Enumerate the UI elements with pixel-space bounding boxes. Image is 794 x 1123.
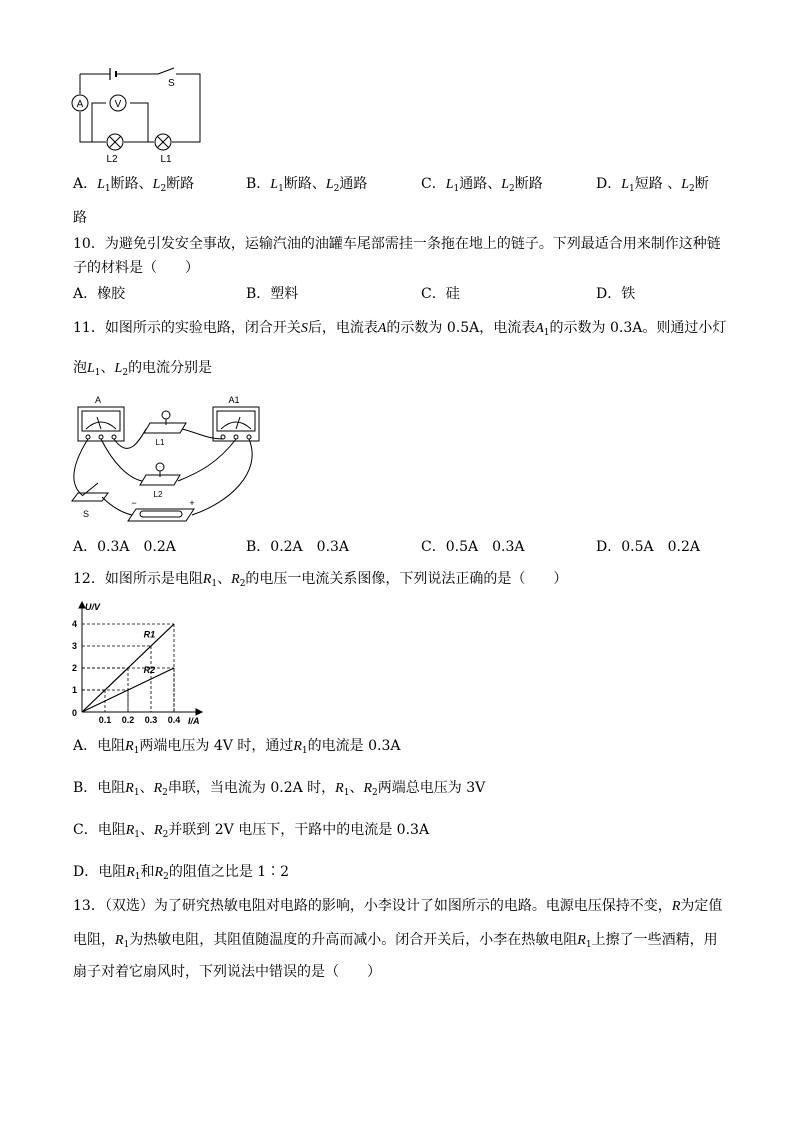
q9-label-lamp1: L1: [160, 154, 172, 165]
q12-option-c[interactable]: C．电阻$R_1$、$R_2$并联到 2V 电压下，干路中的电流是 0.3A: [73, 822, 430, 840]
q12-option-d[interactable]: D．电阻$R_1$和$R_2$的阻值之比是 1∶2: [73, 864, 290, 882]
y-tick-label: 2: [71, 663, 77, 673]
q11-stem-line1: 11．如图所示的实验电路，闭合开关S后，电流表A的示数为 0.5A，电流表$A_1$的示数为 0.3A。则通过小灯: [73, 320, 727, 338]
q12-stem: 12．如图所示是电阻$R_1$、$R_2$的电压一电流关系图像，下列说法正确的是（ ）: [73, 571, 568, 589]
y-tick-label: 1: [71, 685, 77, 695]
q11-label-ammeter1: A1: [228, 395, 240, 405]
x-tick-label: 0.3: [144, 715, 158, 725]
q10-option-a[interactable]: A．橡胶: [73, 286, 126, 302]
q9-option-c[interactable]: C．$L_1$通路、$L_2$断路: [421, 176, 543, 194]
q11-label-plus: +: [189, 498, 195, 508]
q9-option-b[interactable]: B．$L_1$断路、$L_2$通路: [246, 176, 368, 194]
q9-label-voltmeter: V: [114, 99, 122, 110]
q11-stem-line2: 泡$L_1$、$L_2$的电流分别是: [73, 360, 213, 378]
q13-stem-line3: 扇子对着它扇风时，下列说法中错误的是（ ）: [73, 964, 381, 980]
q13-stem-line2: 电阻，$R_1$为热敏电阻，其阻值随温度的升高而减小。闭合开关后，小李在热敏电阻$R_1$上擦了一些酒精，用: [73, 932, 718, 950]
q10-stem-line1: 10．为避免引发安全事故，运输汽油的油罐车尾部需挂一条拖在地上的链子。下列最适合用来制作这种链: [73, 236, 721, 252]
q11-option-c[interactable]: C．0.5A 0.3A: [421, 539, 525, 555]
q11-label-ammeter: A: [94, 395, 102, 405]
q9-label-ammeter: A: [76, 99, 84, 110]
q13-stem-line1: 13．（双选）为了研究热敏电阻对电路的影响，小李设计了如图所示的电路。电源电压保持不变，R为定值: [73, 898, 723, 914]
x-tick-label: 0.1: [98, 715, 112, 725]
q9-circuit-figure: [68, 60, 208, 165]
q10-stem-line2: 子的材料是（ ）: [73, 260, 199, 276]
q9-option-d-wrap: 路: [73, 210, 87, 226]
q11-label-minus: −: [131, 498, 137, 508]
q12-ui-chart: [68, 600, 208, 728]
q12-option-a[interactable]: A．电阻$R_1$两端电压为 4V 时，通过$R_1$的电流是 0.3A: [73, 738, 401, 756]
q9-option-a[interactable]: A．$L_1$断路、$L_2$断路: [73, 176, 195, 194]
q11-label-lamp1: L1: [155, 438, 165, 447]
q11-option-b[interactable]: B．0.2A 0.3A: [246, 539, 350, 555]
q11-label-switch: S: [82, 509, 90, 519]
x-tick-label: 0.4: [167, 715, 181, 725]
q11-label-lamp2: L2: [153, 490, 163, 499]
q11-option-a[interactable]: A．0.3A 0.2A: [73, 539, 176, 555]
series-label-R2: R2: [143, 664, 156, 675]
series-label-R1: R1: [143, 629, 156, 640]
q9-label-switch: S: [168, 78, 175, 89]
q10-option-c[interactable]: C．硅: [421, 286, 460, 302]
q9-option-d[interactable]: D．$L_1$短路 、$L_2$断: [596, 176, 709, 194]
q11-circuit-figure: [68, 393, 268, 523]
x-axis-label: I/A: [188, 716, 200, 726]
q9-label-lamp2: L2: [106, 154, 118, 165]
y-axis-label: U/V: [85, 602, 101, 612]
x-axis-arrow: [196, 709, 202, 715]
y-tick-label: 4: [71, 619, 77, 629]
q10-option-b[interactable]: B．塑料: [246, 286, 299, 302]
q11-option-d[interactable]: D．0.5A 0.2A: [596, 539, 700, 555]
origin-label: 0: [72, 708, 78, 718]
x-tick-label: 0.2: [121, 715, 135, 725]
y-tick-label: 3: [71, 641, 77, 651]
q10-option-d[interactable]: D．铁: [596, 286, 636, 302]
q12-option-b[interactable]: B．电阻$R_1$、$R_2$串联，当电流为 0.2A 时，$R_1$、$R_2$两端总电压为 3V: [73, 780, 486, 798]
